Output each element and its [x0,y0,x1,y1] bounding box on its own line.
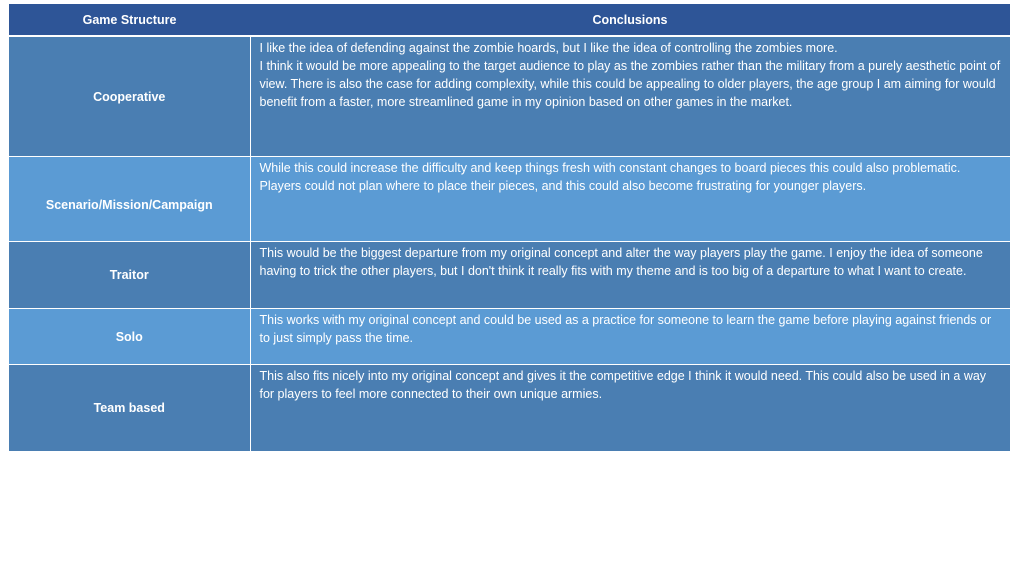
structure-name-cell [9,242,250,309]
conclusion-cell [250,309,1010,365]
table-row [9,242,1010,309]
conclusion-text: This also fits nicely into my original concept and gives it the competitive edge I think it would need. This could also be used in a way for players to feel more connected to their own unique armies. [259,369,987,401]
header-game-structure: Game Structure [9,4,250,36]
structure-name: Scenario/Mission/Campaign [45,198,213,212]
table-row [9,365,1010,452]
structure-name-cell [9,309,250,365]
conclusion-text: This would be the biggest departure from my original concept and alter the way players play the game. I enjoy the idea of someone having to trick the other players, but I don't think it really fits with my theme and is too big of a departure to what I want to create. [259,246,983,278]
structure-name: Solo [115,329,143,344]
structure-name: Traitor [109,268,149,282]
conclusion-text: While this could increase the difficulty and keep things fresh with constant changes to board pieces this could also problematic. Players could not plan where to place their pieces, and this could also become frustrating for younger players. [259,161,961,193]
game-structure-table [9,4,1010,451]
conclusion-text: This works with my original concept and could be used as a practice for someone to learn the game before playing against friends or to just simply pass the time. [259,313,992,345]
structure-name-cell [9,36,250,157]
table-header-row [9,4,1010,36]
structure-name-cell [9,365,250,452]
conclusion-cell [250,242,1010,309]
structure-name: Cooperative [93,89,166,104]
header-conclusions: Conclusions [250,4,1010,36]
conclusion-cell [250,365,1010,452]
conclusion-cell [250,36,1010,157]
table-row [9,309,1010,365]
structure-name: Team based [93,401,165,415]
table-row [9,36,1010,157]
conclusion-cell [250,157,1010,242]
structure-name-cell [9,157,250,242]
table-row [9,157,1010,242]
conclusion-text: I like the idea of defending against the zombie hoards, but I like the idea of controlling the zombies more. I think it would be more appealing to the target audience to play as the zombies rather than the military from a purely aesthetic point of view. There is also the case for adding complexity, while this could be appealing to older players, the age group I am aiming for would benefit from a faster, more streamlined game in my opinion based on other games in the market. [259,41,1001,109]
